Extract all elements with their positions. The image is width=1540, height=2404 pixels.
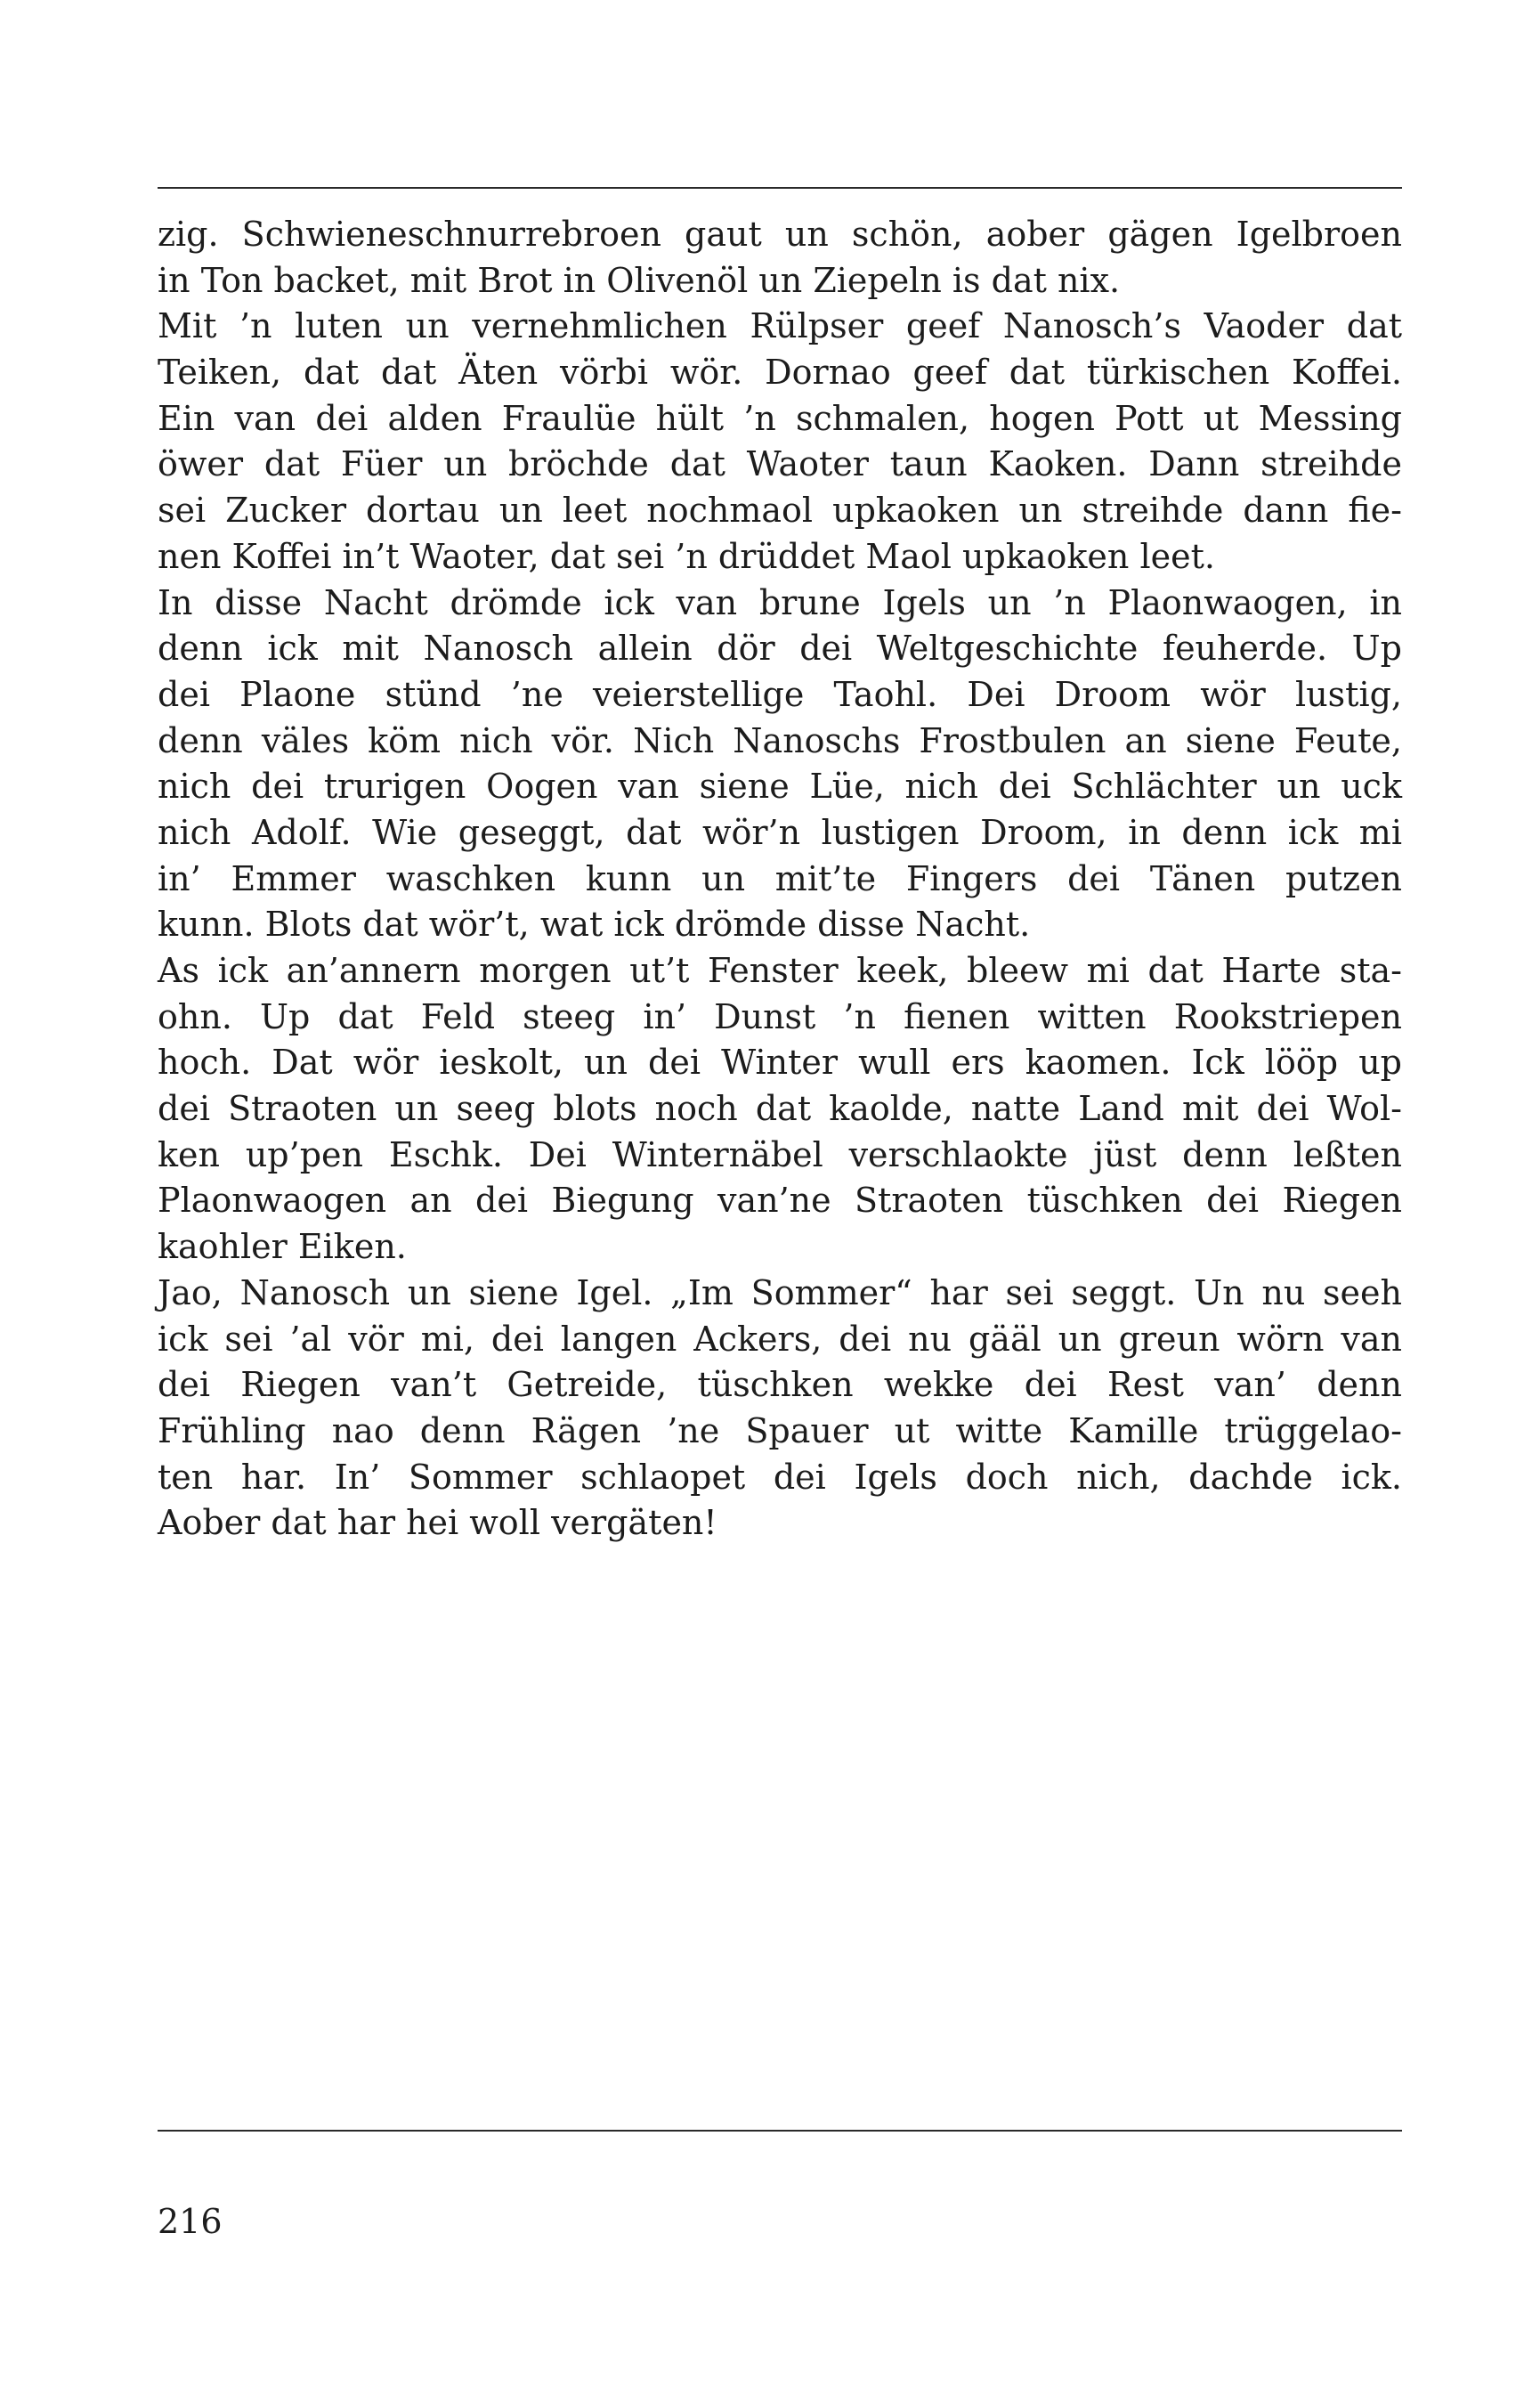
text-line: Ein van dei alden Fraulüe hült ’n schmalen, hogen Pott ut Messing [158,398,1402,438]
text-line: Teiken, dat dat Äten vörbi wör. Dornao geef dat türkischen Koffei. [158,353,1402,393]
text-line: denn väles köm nich vör. Nich Nanoschs Frostbulen an siene Feute, [158,720,1402,760]
text-line: dei Riegen van’t Getreide, tüschken wekke dei Rest van’ denn [158,1365,1402,1405]
text-line: zig. Schwieneschnurrebroen gaut un schön, aober gägen Igelbroen [158,215,1402,254]
text-line: in’ Emmer waschken kunn un mit’te Fingers dei Tänen putzen [158,858,1402,898]
text-line: nich Adolf. Wie geseggt, dat wör’n lustigen Droom, in denn ick mi [158,812,1402,852]
text-line: In disse Nacht drömde ick van brune Igels un ’n Plaonwaogen, in [158,582,1402,622]
body-text [158,212,1402,1547]
text-line: hoch. Dat wör ieskolt, un dei Winter wull ers kaomen. Ick lööp up [158,1043,1402,1083]
bottom-rule [158,2130,1402,2132]
text-line: Frühling nao denn Rägen ’ne Spauer ut witte Kamille trüggelao- [158,1410,1402,1450]
text-line: dei Straoten un seeg blots noch dat kaolde, natte Land mit dei Wol- [158,1089,1402,1129]
text-line: Plaonwaogen an dei Biegung van’ne Straoten tüschken dei Riegen [158,1181,1402,1221]
text-line: öwer dat Füer un bröchde dat Waoter taun Kaoken. Dann streihde [158,444,1402,484]
text-line: ten har. In’ Sommer schlaopet dei Igels doch nich, dachde ick. [158,1457,1402,1497]
text-line: Aober dat har hei woll vergäten! [158,1503,717,1543]
text-line: ken up’pen Eschk. Dei Winternäbel verschlaokte jüst denn leßten [158,1134,1402,1174]
page-number: 216 [158,2202,223,2241]
text-line: ick sei ’al vör mi, dei langen Ackers, dei nu gääl un greun wörn van [158,1319,1402,1359]
text-line: kaohler Eiken. [158,1227,407,1267]
text-line: nen Koffei in’t Waoter, dat sei ’n drüddet Maol upkaoken leet. [158,536,1215,576]
text-line: in Ton backet, mit Brot in Olivenöl un Ziepeln is dat nix. [158,260,1121,300]
text-line: nich dei trurigen Oogen van siene Lüe, nich dei Schlächter un uck [158,767,1402,807]
text-line: denn ick mit Nanosch allein dör dei Weltgeschichte feuherde. Up [158,629,1402,669]
text-line: sei Zucker dortau un leet nochmaol upkaoken un streihde dann fie- [158,491,1402,531]
text-line: ohn. Up dat Feld steeg in’ Dunst ’n fienen witten Rookstriepen [158,996,1402,1036]
top-rule [158,187,1402,189]
text-line: dei Plaone stünd ’ne veierstellige Taohl. Dei Droom wör lustig, [158,674,1402,714]
text-line: kunn. Blots dat wör’t, wat ick drömde disse Nacht. [158,905,1031,945]
text-line: Mit ’n luten un vernehmlichen Rülpser geef Nanosch’s Vaoder dat [158,306,1402,346]
text-line: Jao, Nanosch un siene Igel. „Im Sommer“ har sei seggt. Un nu seeh [158,1272,1402,1312]
text-line: As ick an’annern morgen ut’t Fenster keek, bleew mi dat Harte sta- [158,951,1402,990]
